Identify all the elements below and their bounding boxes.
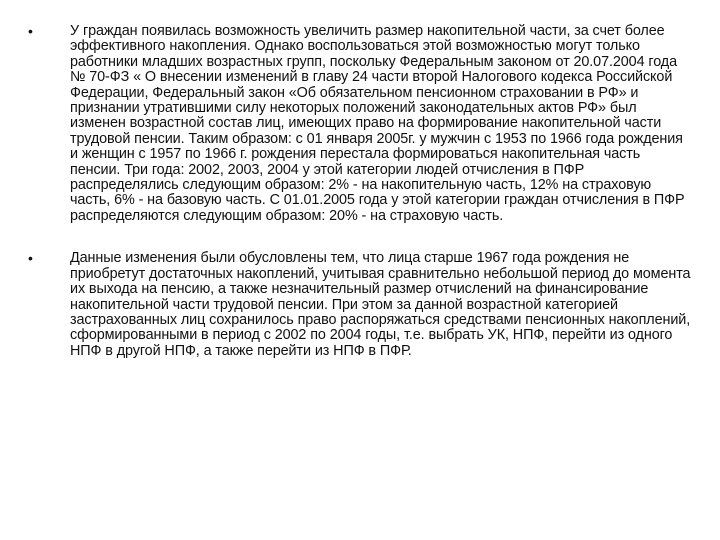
bullet-text: У граждан появилась возможность увеличить размер накопительной части, за счет более эффективного накопления. Однако воспользоваться этой возможностью могут только работники младших возрастных групп, поскольку Федеральным законом от 20.07.2004 года № 70-ФЗ « О внесении изменений в главу 24 части второй Налогового кодекса Российской Федерации, Федеральный закон «Об обязательном пенсионном страховании в РФ» и признании утратившими силу некоторых положений законодательных актов РФ» был изменен возрастной состав лиц, имеющих право на формирование накопительной части трудовой пенсии. Таким образом: с 01 января 2005г. у мужчин с 1953 по 1966 года рождения и женщин с 1957 по 1966 г. рождения перестала формироваться накопительная часть пенсии. Три года: 2002, 2003, 2004 у этой категории людей отчисления в ПФР распределялись следующим образом: 2% - на накопительную часть, 12% на страховую часть, 6% - на базовую часть. С 01.01.2005 года у этой категории граждан отчисления в ПФР распределяются следующим образом: 20% - на страховую часть. bbox=[70, 23, 685, 224]
bullet-item-reason-for-changes bbox=[28, 251, 692, 359]
bullet-marker: • bbox=[28, 23, 33, 39]
bullet-marker: • bbox=[28, 250, 33, 267]
bullet-item-pension-accumulation bbox=[28, 24, 692, 224]
bullet-text: Данные изменения были обусловлены тем, что лица старше 1967 года рождения не приобретут достаточных накоплений, учитывая сравнительно небольшой период до момента их выхода на пенсию, а также незначительный размер отчислений на финансирование накопительной части трудовой пенсии. При этом за данной возрастной категорией застрахованных лиц сохранилось право распоряжаться средствами пенсионных накоплений, сформированными в период с 2002 по 2004 годы, т.е. выбрать УК, НПФ, перейти из одного НПФ в другой НПФ, а также перейти из НПФ в ПФР. bbox=[70, 250, 691, 359]
bullet-list bbox=[28, 24, 692, 359]
